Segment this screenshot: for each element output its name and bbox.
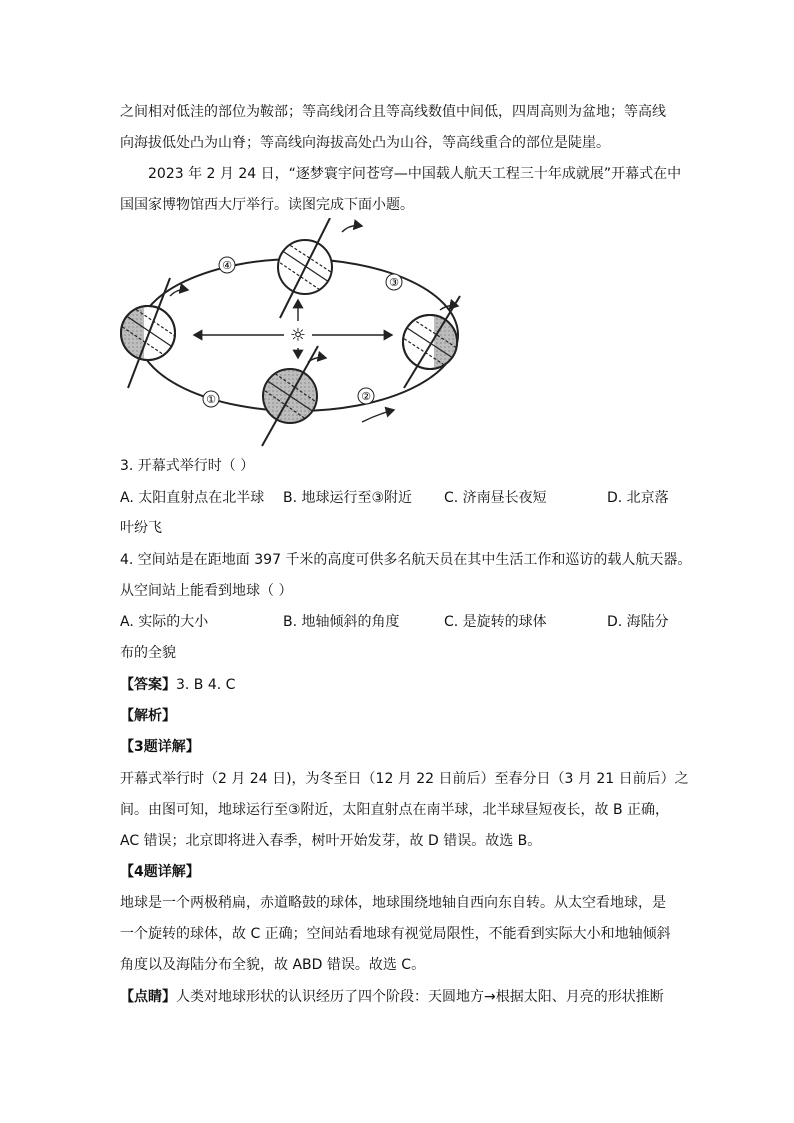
q3-option-d-cont: 叶纷飞 [120, 520, 162, 536]
detail-3-line-3: AC 错误；北京即将进入春季，树叶开始发芽，故 D 错误。故选 B。 [120, 833, 542, 849]
q4-stem-2: 从空间站上能看到地球（ ） [120, 583, 293, 599]
detail-4-line-2: 一个旋转的球体，故 C 正确；空间站看地球有视觉局限性，不能看到实际大小和地轴倾斜 [120, 926, 671, 942]
earth-right [400, 296, 464, 388]
q3-option-c: C. 济南昼长夜短 [444, 490, 547, 506]
intro-line-2: 向海拔低处凸为山脊；等高线向海拔高处凸为山谷，等高线重合的部位是陡崖。 [120, 135, 610, 151]
q4-option-c: C. 是旋转的球体 [444, 614, 547, 630]
answer-text: 3. B 4. C [176, 677, 236, 693]
q4-option-b: B. 地轴倾斜的角度 [283, 614, 400, 630]
tip-text: 人类对地球形状的认识经历了四个阶段：天圆地方→根据太阳、月亮的形状推断 [176, 989, 664, 1005]
detail-4-label: 【4题详解】 [120, 864, 200, 880]
sun-icon [290, 325, 306, 346]
q3-stem: 3. 开幕式举行时（ ） [120, 458, 255, 474]
earth-top [276, 218, 334, 318]
q3-option-b: B. 地球运行至③附近 [283, 490, 413, 506]
tip-line [120, 987, 664, 1007]
detail-4-line-1: 地球是一个两极稍扁，赤道略鼓的球体，地球围绕地轴自西向东自转。从太空看地球，是 [120, 895, 666, 911]
revolution-arrow [362, 410, 394, 422]
q4-option-a: A. 实际的大小 [120, 614, 209, 630]
answer-label: 【答案】 [120, 677, 176, 693]
detail-3-line-2: 间。由图可知，地球运行至③附近，太阳直射点在南半球，北半球昼短夜长，故 B 正确， [120, 802, 670, 818]
label-pos-1: ① [206, 393, 216, 406]
detail-3-line-1: 开幕式举行时（2 月 24 日)，为冬至日（12 月 22 日前后）至春分日（3 月 21 日前后）之 [120, 771, 689, 787]
q3-option-d: D. 北京落 [607, 490, 669, 506]
tip-label: 【点睛】 [120, 989, 176, 1005]
intro-line-1: 之间相对低洼的部位为鞍部；等高线闭合且等高线数值中间低，四周高则为盆地；等高线 [120, 104, 666, 120]
svg-text:☼: ☼ [289, 325, 307, 346]
label-pos-4: ④ [222, 259, 232, 272]
detail-3-label: 【3题详解】 [120, 739, 200, 755]
label-pos-3: ③ [389, 276, 399, 289]
earth-left [112, 278, 178, 388]
earth-orbit-figure [112, 218, 472, 450]
passage-line-2: 国国家博物馆西大厅举行。读图完成下面小题。 [120, 197, 414, 213]
label-pos-2: ② [361, 390, 371, 403]
passage-line-1: 2023 年 2 月 24 日，“逐梦寰宇问苍穹—中国载人航天工程三十年成就展”开幕式在中 [148, 166, 682, 182]
analysis-label: 【解析】 [120, 708, 176, 724]
q4-stem-1: 4. 空间站是在距地面 397 千米的高度可供多名航天员在其中生活工作和巡访的载人航天器。 [120, 552, 692, 568]
q4-option-d-cont: 布的全貌 [120, 645, 176, 661]
answer-line [120, 675, 235, 695]
q3-option-a: A. 太阳直射点在北半球 [120, 490, 265, 506]
detail-4-line-3: 角度以及海陆分布全貌，故 ABD 错误。故选 C。 [120, 957, 426, 973]
q4-option-d: D. 海陆分 [607, 614, 669, 630]
